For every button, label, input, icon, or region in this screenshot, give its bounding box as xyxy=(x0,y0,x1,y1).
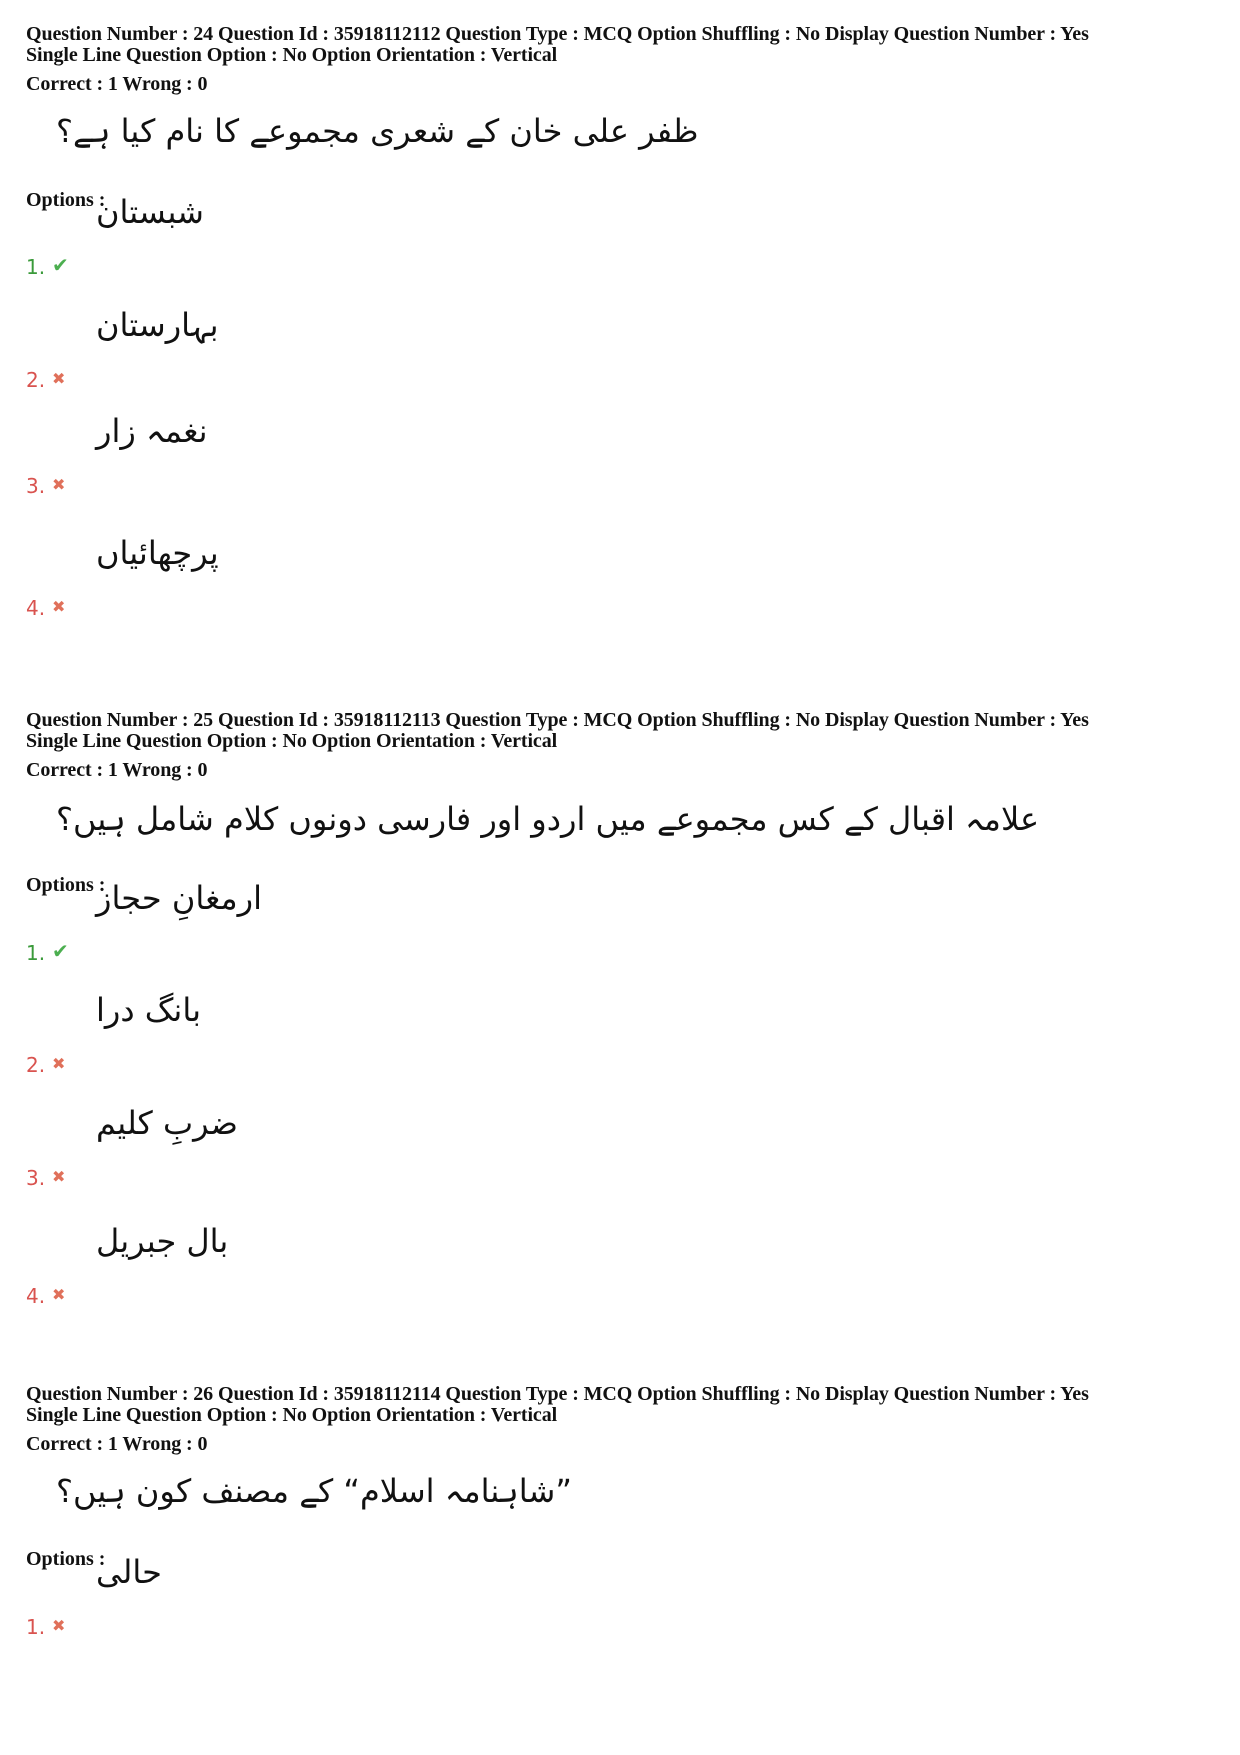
question-block-25 xyxy=(26,709,1216,1308)
option-number: 4. xyxy=(26,1284,46,1308)
option-3 xyxy=(26,1104,426,1190)
option-number: 2. xyxy=(26,368,46,392)
options-label: Options : xyxy=(26,1548,106,1570)
correct-check-icon: ✔ xyxy=(52,939,69,963)
question-text: ظفر علی خان کے شعری مجموعے کا نام کیا ہے؟ xyxy=(56,112,699,150)
option-text: حالی xyxy=(96,1553,162,1591)
option-text: بہارستان xyxy=(96,306,219,344)
option-3 xyxy=(26,412,426,498)
question-score: Correct : 1 Wrong : 0 xyxy=(26,759,208,781)
option-text: پرچھائیاں xyxy=(96,534,219,572)
option-text: نغمہ زار xyxy=(96,412,208,450)
question-meta-line-2: Single Line Question Option : No Option Orientation : Vertical xyxy=(26,730,558,752)
option-2 xyxy=(26,991,426,1077)
option-2 xyxy=(26,306,426,392)
option-text: بانگ درا xyxy=(96,991,201,1029)
question-score: Correct : 1 Wrong : 0 xyxy=(26,73,208,95)
option-text: ضربِ کلیم xyxy=(96,1104,238,1142)
option-number: 1. xyxy=(26,255,46,279)
question-meta-line-2: Single Line Question Option : No Option Orientation : Vertical xyxy=(26,1404,558,1426)
wrong-cross-icon: ✖ xyxy=(52,1167,66,1186)
option-text: ارمغانِ حجاز xyxy=(96,879,262,917)
question-meta-line-1: Question Number : 25 Question Id : 35918112113 Question Type : MCQ Option Shuffling : No Display Question Number : Yes xyxy=(26,709,1089,731)
wrong-cross-icon: ✖ xyxy=(52,369,66,388)
question-block-26 xyxy=(26,1383,1216,1639)
question-block-24 xyxy=(26,23,1216,620)
question-score: Correct : 1 Wrong : 0 xyxy=(26,1433,208,1455)
option-4 xyxy=(26,534,426,620)
wrong-cross-icon: ✖ xyxy=(52,1054,66,1073)
option-number: 1. xyxy=(26,1615,46,1639)
question-text: علامہ اقبال کے کس مجموعے میں اردو اور فارسی دونوں کلام شامل ہیں؟ xyxy=(56,800,1040,838)
option-4 xyxy=(26,1222,426,1308)
question-meta-line-1: Question Number : 26 Question Id : 35918112114 Question Type : MCQ Option Shuffling : No Display Question Number : Yes xyxy=(26,1383,1089,1405)
question-text: ”شاہنامہ اسلام“ کے مصنف کون ہیں؟ xyxy=(56,1472,572,1510)
options-label: Options : xyxy=(26,874,106,896)
wrong-cross-icon: ✖ xyxy=(52,1616,66,1635)
question-meta-line-1: Question Number : 24 Question Id : 35918112112 Question Type : MCQ Option Shuffling : No Display Question Number : Yes xyxy=(26,23,1089,45)
wrong-cross-icon: ✖ xyxy=(52,475,66,494)
option-number: 2. xyxy=(26,1053,46,1077)
option-text: بال جبریل xyxy=(96,1222,229,1260)
option-number: 3. xyxy=(26,474,46,498)
option-number: 1. xyxy=(26,941,46,965)
option-number: 4. xyxy=(26,596,46,620)
option-text: شبستان xyxy=(96,193,204,231)
wrong-cross-icon: ✖ xyxy=(52,597,66,616)
correct-check-icon: ✔ xyxy=(52,253,69,277)
question-meta-line-2: Single Line Question Option : No Option Orientation : Vertical xyxy=(26,44,558,66)
options-label: Options : xyxy=(26,189,106,211)
wrong-cross-icon: ✖ xyxy=(52,1285,66,1304)
option-number: 3. xyxy=(26,1166,46,1190)
